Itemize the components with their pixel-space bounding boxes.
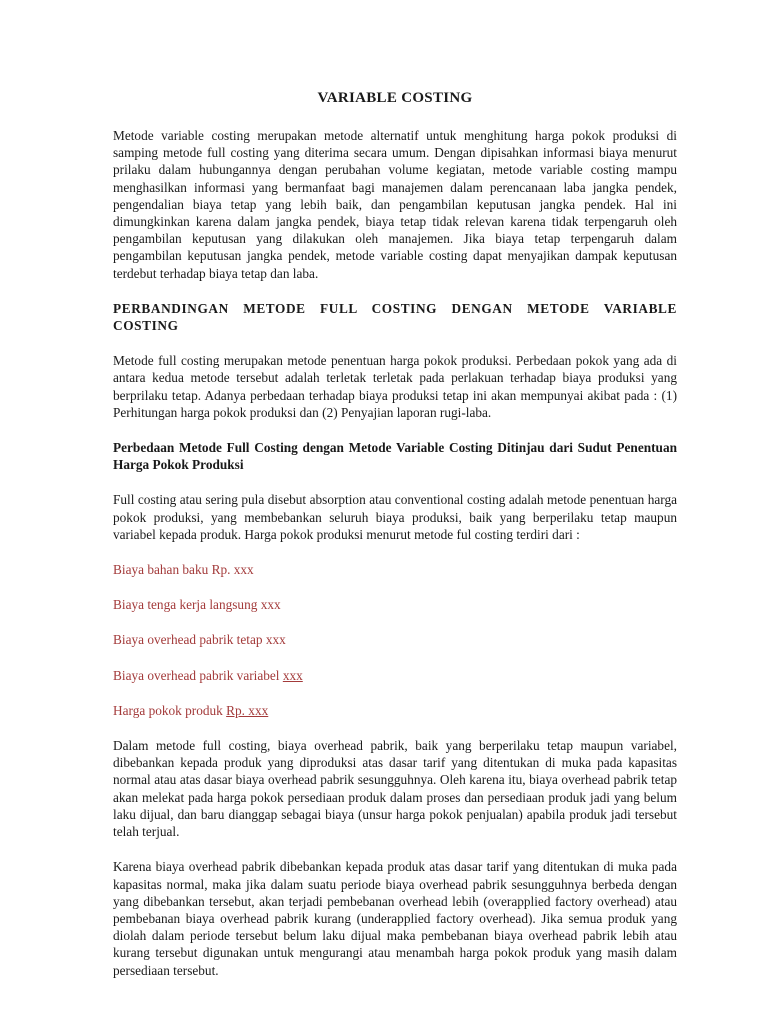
cost-item-label: Biaya overhead pabrik variabel bbox=[113, 667, 283, 683]
cost-item-amount: Rp. xxx bbox=[226, 702, 269, 718]
cost-item-label: Biaya tenga kerja langsung xxx bbox=[113, 597, 281, 613]
cost-item-variable-overhead bbox=[113, 667, 677, 684]
section-heading-comparison: PERBANDINGAN METODE FULL COSTING DENGAN METODE VARIABLE COSTING bbox=[113, 300, 677, 334]
comparison-paragraph: Metode full costing merupakan metode penentuan harga pokok produksi. Perbedaan pokok yang ada di antara kedua metode tersebut adalah terletak terletak pada perlakuan terhadap biaya produksi yang berprilaku tetap. Adanya perbedaan terhadap biaya produksi tetap ini akan mempunyai akibat pada : (1) Perhitungan harga pokok produksi dan (2) Penyajian laporan rugi-laba. bbox=[113, 353, 677, 420]
cost-item-fixed-overhead bbox=[113, 631, 677, 648]
full-costing-paragraph: Full costing atau sering pula disebut absorption atau conventional costing adalah metode penentuan harga pokok produksi, yang membebankan seluruh biaya produksi, baik yang berperilaku tetap maupun variabel kepada produk. Harga pokok produksi menurut metode ful costing terdiri dari : bbox=[113, 492, 677, 542]
cost-item-label: Harga pokok produk bbox=[113, 702, 227, 718]
cost-item-total-product-cost bbox=[113, 702, 677, 719]
cost-item-amount: xxx bbox=[282, 667, 303, 683]
document-title: VARIABLE COSTING bbox=[317, 90, 473, 106]
cost-item-label: Biaya overhead pabrik tetap xxx bbox=[113, 632, 286, 648]
cost-item-label: Biaya bahan baku Rp. xxx bbox=[113, 562, 254, 578]
overhead-paragraph: Dalam metode full costing, biaya overhead pabrik, baik yang berperilaku tetap maupun variabel, dibebankan kepada produk yang diproduksi atas dasar tarif yang ditentukan di muka pada kapasitas normal atau atas dasar biaya overhead pabrik sesungguhnya. Oleh karena itu, biaya overhead pabrik tetap akan melekat pada harga pokok persediaan produk dalam proses dan persediaan produk jadi yang belum laku dijual, dan baru dianggap sebagai biaya (unsur harga pokok penjualan) apabila produk jadi tersebut telah terjual. bbox=[113, 738, 677, 840]
over-under-applied-paragraph: Karena biaya overhead pabrik dibebankan kepada produk atas dasar tarif yang ditentukan di muka pada kapasitas normal, maka jika dalam suatu periode biaya overhead pabrik sesungguhnya berbeda dengan yang dibebankan tersebut, akan terjadi pembebanan overhead lebih (overapplied factory overhead) atau pembebanan biaya overhead pabrik kurang (underapplied factory overhead). Jika semua produk yang diolah dalam periode tersebut belum laku dijual maka pembebanan biaya overhead pabrik lebih atau kurang tersebut digunakan untuk mengurangi atau menambah harga pokok produk yang masih dalam persediaan tersebut. bbox=[113, 859, 677, 978]
subsection-heading-cost-determination: Perbedaan Metode Full Costing dengan Metode Variable Costing Ditinjau dari Sudut Penentuan Harga Pokok Produksi bbox=[113, 440, 677, 473]
cost-item-direct-labor bbox=[113, 596, 677, 613]
document-page bbox=[113, 90, 677, 979]
intro-paragraph: Metode variable costing merupakan metode alternatif untuk menghitung harga pokok produksi di samping metode full costing yang diterima secara umum. Dengan dipisahkan informasi biaya menurut prilaku dalam hubungannya dengan perubahan volume kegiatan, metode variable costing mampu menghasilkan informasi yang bermanfaat bagi manajemen dalam perencanaan laba jangka pendek, pengendalian biaya tetap yang lebih baik, dan pengambilan keputusan jangka pendek. Hal ini dimungkinkan karena dalam jangka pendek, biaya tetap tidak relevan karena tidak terpengaruh oleh pengambilan keputusan yang dilakukan oleh manajemen. Jika biaya tetap terpengaruh dalam pengambilan keputusan jangka pendek, metode variable costing dapat menyajikan dampak keputusan terdebut terhadap biaya tetap dan laba. bbox=[113, 128, 677, 281]
cost-item-direct-material bbox=[113, 561, 677, 578]
